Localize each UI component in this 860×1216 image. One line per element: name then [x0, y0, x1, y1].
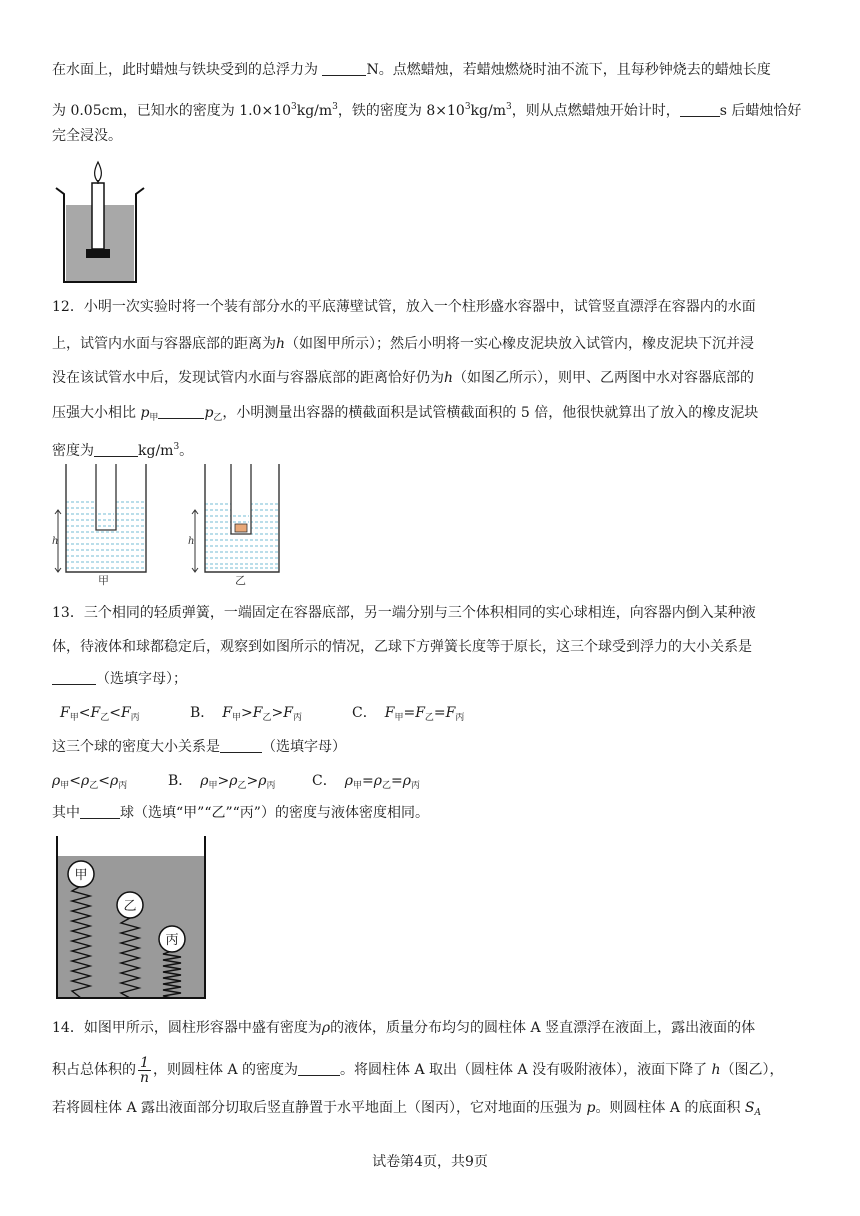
- answer-blank[interactable]: [94, 442, 138, 457]
- option-c-force: C． $F_甲=F_乙=F_丙$: [352, 705, 465, 723]
- q13-line-5: 这三个球的密度大小关系是 （选填字母）: [52, 739, 346, 755]
- q13-line-7: 其中 球（选填“甲”“乙”“丙”）的密度与液体密度相同。: [52, 805, 429, 821]
- option-b-density: B． $\rho_甲>\rho_乙>\rho_丙$: [168, 773, 276, 791]
- h-label: h: [52, 536, 59, 547]
- q12-line-3: 没在该试管水中后，发现试管内水面与容器底部的距离恰好仍为h（如图乙所示），则甲、乙两图中水对容器底部的: [52, 370, 755, 386]
- q13-line-3: （选填字母）；: [52, 669, 187, 689]
- ball-yi-label: 乙: [123, 899, 137, 914]
- option-a-force: $F_甲<F_乙<F_丙$: [60, 705, 140, 723]
- q12-line-2: 上，试管内水面与容器底部的距离为h（如图甲所示）；然后小明将一实心橡皮泥块放入试管内，橡皮泥块下沉并浸: [52, 336, 755, 352]
- candle-figure: [50, 158, 150, 286]
- iron-block: [86, 249, 110, 258]
- answer-blank[interactable]: [298, 1061, 340, 1076]
- q11-line-1: 在水面上，此时蜡烛与铁块受到的总浮力为 N。点燃蜡烛，若蜡烛燃烧时油不流下，且每秒钟烧去的蜡烛长度: [52, 62, 771, 78]
- flame-icon: [95, 162, 102, 182]
- q13-line-2: 体，待液体和球都稳定后，观察到如图所示的情况，乙球下方弹簧长度等于原长，这三个球受到浮力的大小关系是: [52, 639, 752, 655]
- test-tube-figure-yi: [183, 462, 293, 586]
- candle: [92, 183, 104, 249]
- option-b-force: B． $F_甲>F_乙>F_丙$: [190, 705, 302, 723]
- answer-blank[interactable]: [80, 804, 120, 819]
- q11-line-3: 完全浸没。: [52, 128, 122, 144]
- figure-label-jia: 甲: [98, 574, 109, 586]
- option-a-density: $\rho_甲<\rho_乙<\rho_丙$: [52, 773, 128, 791]
- q11-line-2: 为 0.05cm，已知水的密度为 $1.0\times 10^3kg/m^3$，铁的密度为 $8\times 10^3kg/m^3$，则从点燃蜡烛开始计时， s 后蜡烛恰好: [52, 102, 802, 119]
- ball-bing-label: 丙: [165, 933, 179, 948]
- q12-line-1: 12．小明一次实验时将一个装有部分水的平底薄壁试管，放入一个柱形盛水容器中，试管竖直漂浮在容器内的水面: [52, 299, 756, 315]
- test-tube-figure-jia: [52, 462, 162, 586]
- answer-blank[interactable]: [220, 738, 262, 753]
- h-label: h: [188, 536, 195, 547]
- clay-block: [235, 524, 247, 532]
- answer-blank[interactable]: [158, 404, 204, 419]
- q12-line-5: 密度为 $kg/m^3$。: [52, 442, 194, 459]
- answer-blank[interactable]: [322, 61, 366, 76]
- answer-blank[interactable]: [680, 102, 720, 117]
- q13-line-1: 13．三个相同的轻质弹簧，一端固定在容器底部，另一端分别与三个体积相同的实心球相连，向容器内倒入某种液: [52, 605, 756, 621]
- q14-line-2: 积占总体积的 $\frac{1}{n}$ ，则圆柱体 A 的密度为 。将圆柱体 A 取出（圆柱体 A 没有吸附液体），液面下降了 h（图乙），: [52, 1054, 784, 1086]
- option-c-density: C． $\rho_甲=\rho_乙=\rho_丙$: [312, 773, 420, 791]
- q14-line-3: 若将圆柱体 A 露出液面部分切取后竖直静置于水平地面上（图丙），它对地面的压强为 p。则圆柱体 A 的底面积 $S_A$: [52, 1100, 761, 1118]
- q14-line-1: 14．如图甲所示，圆柱形容器中盛有密度为ρ的液体，质量分布均匀的圆柱体 A 竖直漂浮在液面上，露出液面的体: [52, 1020, 756, 1036]
- fraction-1-over-n: $\frac{1}{n}$: [140, 1054, 150, 1086]
- ball-jia-label: 甲: [74, 868, 88, 883]
- page-footer: 试卷第4页，共9页: [372, 1154, 488, 1170]
- spring-balls-figure: [55, 836, 207, 1002]
- q12-line-4: 压强大小相比 $p_甲$ $p_乙$，小明测量出容器的横截面积是试管横截面积的 5 倍，他很快就算出了放入的橡皮泥块: [52, 405, 759, 423]
- figure-label-yi: 乙: [235, 574, 246, 586]
- answer-blank[interactable]: [52, 670, 96, 685]
